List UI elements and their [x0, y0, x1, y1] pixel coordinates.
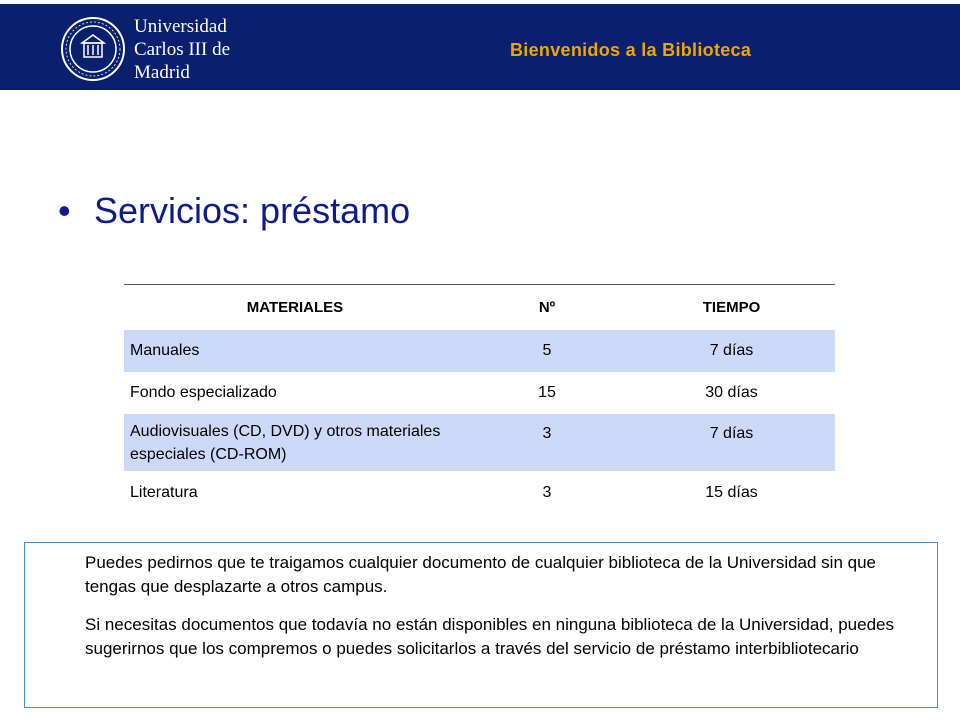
- info-box: [24, 542, 938, 708]
- table-row: [124, 330, 835, 373]
- header-numero: Nº: [538, 298, 556, 316]
- cell-num: 15: [538, 384, 556, 401]
- table-row: [124, 414, 835, 472]
- university-logo: [60, 16, 270, 82]
- cell-material: Manuales: [124, 330, 466, 373]
- header-bar: [0, 4, 960, 90]
- table-row: [124, 472, 835, 515]
- logo-line-1: Universidad: [134, 15, 227, 37]
- cell-time: 15 días: [628, 472, 835, 515]
- welcome-title: Bienvenidos a la Biblioteca: [510, 40, 752, 60]
- cell-time: 7 días: [628, 330, 835, 373]
- table-header-row: [124, 285, 835, 330]
- university-seal-icon: [60, 16, 126, 82]
- bullet-glyph: •: [58, 190, 71, 231]
- header-materiales: MATERIALES: [246, 298, 344, 316]
- logo-line-2: Carlos III de Madrid: [134, 38, 231, 83]
- loan-table: [124, 284, 835, 515]
- header-tiempo: TIEMPO: [702, 298, 761, 316]
- cell-time: 7 días: [628, 414, 835, 472]
- cell-material: Fondo especializado: [130, 384, 277, 401]
- table-row: [124, 373, 835, 414]
- cell-material: Audiovisuales (CD, DVD) y otros materiales especiales (CD-ROM): [124, 414, 466, 472]
- cell-num: 3: [466, 414, 628, 472]
- cell-num: 5: [466, 330, 628, 373]
- logo-text: [134, 15, 270, 84]
- slide-title: Servicios: préstamo: [94, 190, 411, 231]
- info-paragraph-1: Puedes pedirnos que te traigamos cualquier documento de cualquier biblioteca de la Universidad sin que tengas que desplazarte a otros campus.: [85, 553, 876, 596]
- slide-title-row: [58, 190, 410, 232]
- cell-num: 3: [466, 472, 628, 515]
- info-paragraph-2: Si necesitas documentos que todavía no están disponibles en ninguna biblioteca de la Universidad, puedes sugerirnos que los compremos o puedes solicitarlos a través del servicio de préstamo interbibliotecario: [85, 615, 894, 658]
- cell-material: Literatura: [124, 472, 466, 515]
- cell-time: 30 días: [705, 384, 758, 401]
